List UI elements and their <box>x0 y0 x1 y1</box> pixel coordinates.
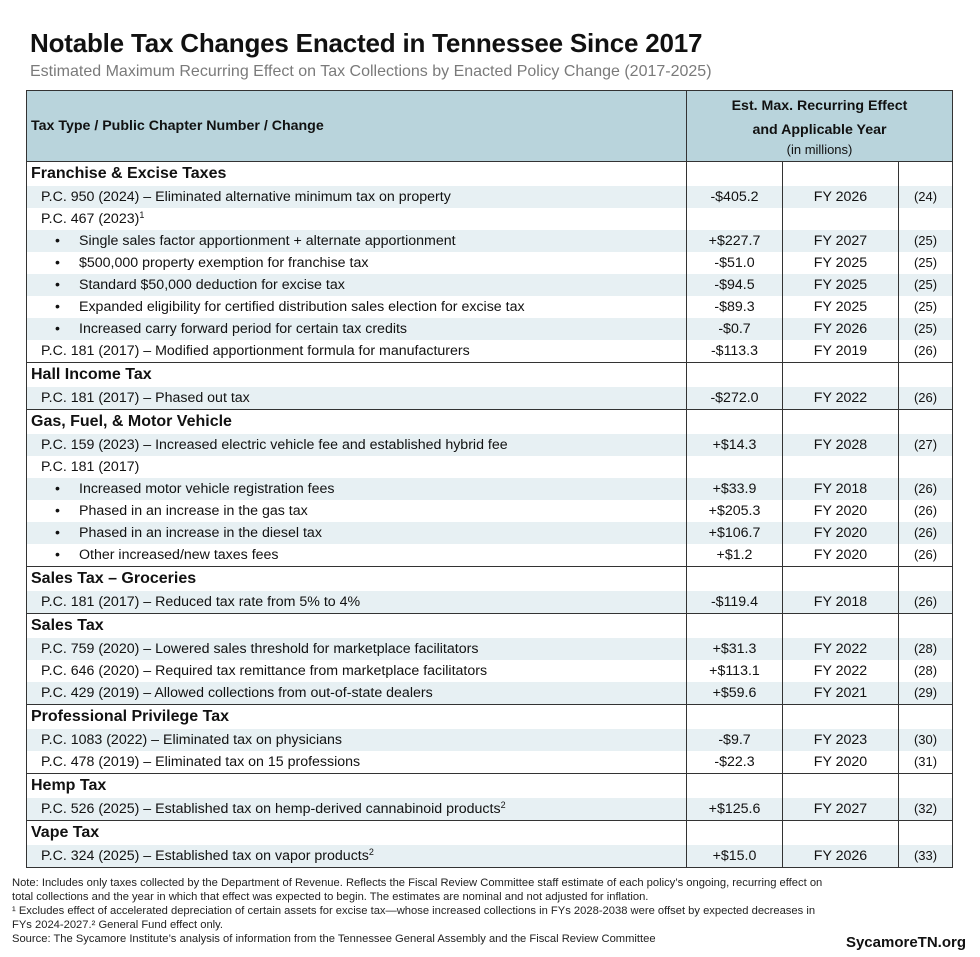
effect-year: FY 2025 <box>783 252 899 274</box>
change-text: P.C. 181 (2017) – Modified apportionment formula for manufacturers <box>41 343 470 359</box>
table-row <box>27 318 953 340</box>
table-row <box>27 478 953 500</box>
table-row <box>27 340 953 363</box>
section-title: Professional Privilege Tax <box>27 705 687 730</box>
reference-number: (28) <box>899 638 953 660</box>
effect-value: +$15.0 <box>687 845 783 868</box>
year-cell <box>783 705 899 730</box>
reference-number: (30) <box>899 729 953 751</box>
change-text: Single sales factor apportionment + alternate apportionment <box>79 233 456 249</box>
change-label <box>27 456 687 478</box>
change-label <box>27 230 687 252</box>
change-text: P.C. 181 (2017) – Reduced tax rate from 5% to 4% <box>41 594 361 610</box>
effect-year: FY 2020 <box>783 544 899 567</box>
bullet-icon: • <box>55 299 60 315</box>
reference-number <box>899 208 953 230</box>
section-title: Hall Income Tax <box>27 363 687 388</box>
page-title: Notable Tax Changes Enacted in Tennessee Since 2017 <box>30 28 703 58</box>
table-row <box>27 591 953 614</box>
reference-number: (28) <box>899 660 953 682</box>
change-text: Increased carry forward period for certain tax credits <box>79 321 408 337</box>
change-label <box>27 208 687 230</box>
table-row <box>27 208 953 230</box>
reference-number: (26) <box>899 340 953 363</box>
reference-number: (29) <box>899 682 953 705</box>
table-row <box>27 798 953 821</box>
reference-number: (31) <box>899 751 953 774</box>
table-row <box>27 522 953 544</box>
section-header-row <box>27 567 953 592</box>
change-label <box>27 544 687 567</box>
effect-year: FY 2021 <box>783 682 899 705</box>
change-label <box>27 387 687 410</box>
effect-year: FY 2020 <box>783 522 899 544</box>
change-label <box>27 186 687 208</box>
value-cell <box>687 567 783 592</box>
value-cell <box>687 363 783 388</box>
footnote-2: FYs 2024-2027.² General Fund effect only. <box>12 919 224 931</box>
change-text: Expanded eligibility for certified distribution sales election for excise tax <box>79 299 525 315</box>
header-effect-line2: and Applicable Year <box>752 122 887 138</box>
effect-year: FY 2020 <box>783 751 899 774</box>
section-header-row <box>27 774 953 799</box>
year-cell <box>783 410 899 435</box>
effect-value: -$22.3 <box>687 751 783 774</box>
effect-value: +$205.3 <box>687 500 783 522</box>
table-row <box>27 296 953 318</box>
header-effect-units: (in millions) <box>786 142 853 157</box>
effect-value: -$51.0 <box>687 252 783 274</box>
value-cell <box>687 614 783 639</box>
change-label <box>27 845 687 868</box>
footnote-marker: 1 <box>139 210 145 220</box>
effect-value: +$59.6 <box>687 682 783 705</box>
change-text: P.C. 429 (2019) – Allowed collections from out-of-state dealers <box>41 685 433 701</box>
reference-number <box>899 456 953 478</box>
reference-number: (33) <box>899 845 953 868</box>
ref-cell <box>899 821 953 846</box>
tax-changes-table <box>26 90 953 868</box>
effect-year: FY 2026 <box>783 186 899 208</box>
effect-year: FY 2022 <box>783 660 899 682</box>
table-row <box>27 186 953 208</box>
bullet-icon: • <box>55 481 60 497</box>
change-label <box>27 591 687 614</box>
table-header-row <box>27 91 953 162</box>
effect-year: FY 2020 <box>783 500 899 522</box>
reference-number: (25) <box>899 252 953 274</box>
table-row <box>27 729 953 751</box>
change-label <box>27 252 687 274</box>
value-cell <box>687 162 783 187</box>
table-row <box>27 682 953 705</box>
effect-value: +$113.1 <box>687 660 783 682</box>
change-text: $500,000 property exemption for franchise tax <box>79 255 369 271</box>
section-header-row <box>27 705 953 730</box>
section-title: Sales Tax <box>27 614 687 639</box>
ref-cell <box>899 705 953 730</box>
table-row <box>27 500 953 522</box>
effect-value: +$227.7 <box>687 230 783 252</box>
section-header-row <box>27 821 953 846</box>
effect-value: -$94.5 <box>687 274 783 296</box>
table-body <box>27 162 953 868</box>
effect-value: -$89.3 <box>687 296 783 318</box>
table-row <box>27 274 953 296</box>
ref-cell <box>899 774 953 799</box>
table-row <box>27 387 953 410</box>
table-row <box>27 456 953 478</box>
change-label <box>27 729 687 751</box>
effect-value <box>687 208 783 230</box>
effect-year: FY 2018 <box>783 591 899 614</box>
footnote-1: ¹ Excludes effect of accelerated depreciation of certain assets for excise tax—whose increased collections in FYs 2028-2038 were offset by expected decreases in <box>12 905 816 917</box>
note-line: total collections and the year in which that effect was expected to begin. The estimates are nominal and not adjusted for inflation. <box>12 891 649 903</box>
change-text: P.C. 181 (2017) – Phased out tax <box>41 390 250 406</box>
change-text: P.C. 950 (2024) – Eliminated alternative minimum tax on property <box>41 189 451 205</box>
effect-year: FY 2025 <box>783 296 899 318</box>
value-cell <box>687 410 783 435</box>
year-cell <box>783 614 899 639</box>
change-text: P.C. 181 (2017) <box>41 459 140 475</box>
ref-cell <box>899 410 953 435</box>
table-row <box>27 230 953 252</box>
year-cell <box>783 774 899 799</box>
reference-number: (24) <box>899 186 953 208</box>
table-row <box>27 660 953 682</box>
effect-value: +$125.6 <box>687 798 783 821</box>
section-header-row <box>27 363 953 388</box>
effect-year: FY 2028 <box>783 434 899 456</box>
effect-year: FY 2026 <box>783 845 899 868</box>
effect-value: +$14.3 <box>687 434 783 456</box>
change-label <box>27 274 687 296</box>
change-text: Increased motor vehicle registration fees <box>79 481 335 497</box>
effect-year: FY 2025 <box>783 274 899 296</box>
section-title: Gas, Fuel, & Motor Vehicle <box>27 410 687 435</box>
reference-number: (25) <box>899 230 953 252</box>
effect-year <box>783 456 899 478</box>
reference-number: (26) <box>899 544 953 567</box>
effect-year: FY 2027 <box>783 230 899 252</box>
year-cell <box>783 162 899 187</box>
header-effect-column <box>687 91 953 162</box>
header-effect-line1: Est. Max. Recurring Effect <box>731 98 908 114</box>
change-text: Standard $50,000 deduction for excise tax <box>79 277 345 293</box>
bullet-icon: • <box>55 233 60 249</box>
table-row <box>27 845 953 868</box>
change-label <box>27 340 687 363</box>
effect-value: -$405.2 <box>687 186 783 208</box>
effect-year: FY 2022 <box>783 638 899 660</box>
bullet-icon: • <box>55 503 60 519</box>
brand-logo-text: SycamoreTN.org <box>845 934 966 951</box>
bullet-icon: • <box>55 255 60 271</box>
ref-cell <box>899 363 953 388</box>
effect-value: -$113.3 <box>687 340 783 363</box>
reference-number: (25) <box>899 296 953 318</box>
reference-number: (32) <box>899 798 953 821</box>
page-subtitle: Estimated Maximum Recurring Effect on Tax Collections by Enacted Policy Change (2017-2025) <box>30 63 712 80</box>
section-title: Sales Tax – Groceries <box>27 567 687 592</box>
change-label <box>27 500 687 522</box>
change-text: P.C. 467 (2023) <box>41 211 140 227</box>
change-label <box>27 434 687 456</box>
section-header-row <box>27 614 953 639</box>
reference-number: (25) <box>899 274 953 296</box>
table-row <box>27 544 953 567</box>
change-label <box>27 318 687 340</box>
change-text: P.C. 526 (2025) – Established tax on hemp-derived cannabinoid products <box>41 801 501 817</box>
value-cell <box>687 705 783 730</box>
bullet-icon: • <box>55 321 60 337</box>
footnotes <box>12 876 962 946</box>
change-text: P.C. 646 (2020) – Required tax remittance from marketplace facilitators <box>41 663 488 679</box>
effect-value: +$1.2 <box>687 544 783 567</box>
effect-value: +$106.7 <box>687 522 783 544</box>
year-cell <box>783 567 899 592</box>
bullet-icon: • <box>55 277 60 293</box>
footnote-marker: 2 <box>368 847 374 857</box>
effect-year: FY 2027 <box>783 798 899 821</box>
source-line: Source: The Sycamore Institute’s analysis of information from the Tennessee General Assembly and the Fiscal Review Committee <box>12 933 656 945</box>
year-cell <box>783 363 899 388</box>
effect-value <box>687 456 783 478</box>
section-title: Vape Tax <box>27 821 687 846</box>
header-change-column: Tax Type / Public Chapter Number / Change <box>27 91 687 162</box>
effect-value: +$31.3 <box>687 638 783 660</box>
effect-year <box>783 208 899 230</box>
change-text: P.C. 159 (2023) – Increased electric vehicle fee and established hybrid fee <box>41 437 508 453</box>
effect-year: FY 2023 <box>783 729 899 751</box>
change-text: Phased in an increase in the gas tax <box>79 503 308 519</box>
change-label <box>27 751 687 774</box>
change-label <box>27 522 687 544</box>
effect-value: -$9.7 <box>687 729 783 751</box>
note-line: Note: Includes only taxes collected by the Department of Revenue. Reflects the Fiscal Review Committee staff estimate of each policy’s ongoing, recurring effect on <box>12 877 823 889</box>
change-label <box>27 660 687 682</box>
table-row <box>27 751 953 774</box>
change-label <box>27 638 687 660</box>
bullet-icon: • <box>55 525 60 541</box>
section-header-row <box>27 162 953 187</box>
ref-cell <box>899 614 953 639</box>
table-row <box>27 252 953 274</box>
reference-number: (26) <box>899 387 953 410</box>
effect-year: FY 2019 <box>783 340 899 363</box>
reference-number: (26) <box>899 500 953 522</box>
effect-year: FY 2018 <box>783 478 899 500</box>
change-label <box>27 798 687 821</box>
effect-value: +$33.9 <box>687 478 783 500</box>
change-text: P.C. 759 (2020) – Lowered sales threshold for marketplace facilitators <box>41 641 479 657</box>
value-cell <box>687 774 783 799</box>
footnote-marker: 2 <box>500 800 506 810</box>
ref-cell <box>899 567 953 592</box>
reference-number: (25) <box>899 318 953 340</box>
ref-cell <box>899 162 953 187</box>
change-text: P.C. 478 (2019) – Eliminated tax on 15 professions <box>41 754 361 770</box>
table-row <box>27 638 953 660</box>
section-title: Franchise & Excise Taxes <box>27 162 687 187</box>
bullet-icon: • <box>55 547 60 563</box>
change-label <box>27 296 687 318</box>
change-text: P.C. 1083 (2022) – Eliminated tax on physicians <box>41 732 343 748</box>
change-label <box>27 478 687 500</box>
effect-value: -$272.0 <box>687 387 783 410</box>
effect-value: -$0.7 <box>687 318 783 340</box>
section-title: Hemp Tax <box>27 774 687 799</box>
reference-number: (26) <box>899 591 953 614</box>
reference-number: (26) <box>899 522 953 544</box>
section-header-row <box>27 410 953 435</box>
reference-number: (27) <box>899 434 953 456</box>
effect-year: FY 2026 <box>783 318 899 340</box>
table-row <box>27 434 953 456</box>
change-text: Other increased/new taxes fees <box>79 547 279 563</box>
effect-value: -$119.4 <box>687 591 783 614</box>
effect-year: FY 2022 <box>783 387 899 410</box>
change-text: Phased in an increase in the diesel tax <box>79 525 322 541</box>
reference-number: (26) <box>899 478 953 500</box>
year-cell <box>783 821 899 846</box>
value-cell <box>687 821 783 846</box>
change-text: P.C. 324 (2025) – Established tax on vapor products <box>41 848 369 864</box>
change-label <box>27 682 687 705</box>
